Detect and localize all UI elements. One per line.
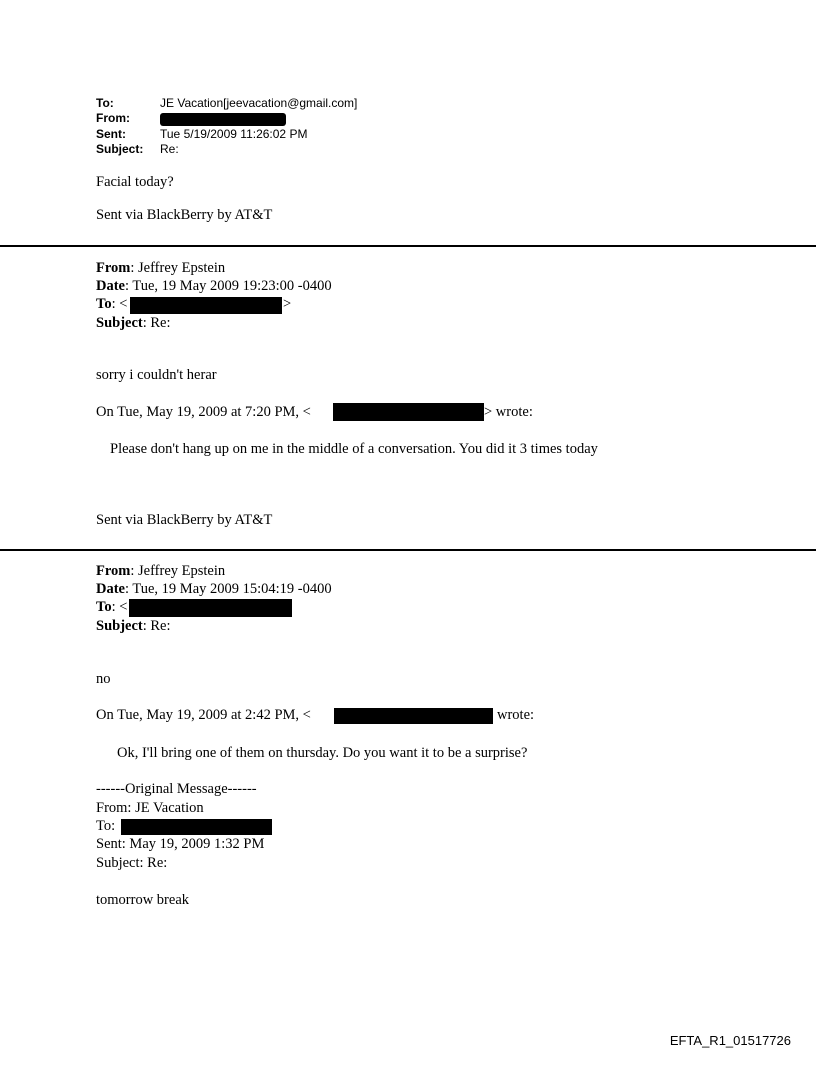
- redaction-box: [121, 819, 272, 835]
- from-line: [96, 563, 225, 580]
- date-label: Date: [96, 278, 125, 294]
- original-body: tomorrow break: [96, 892, 190, 908]
- to-label: To: [96, 296, 112, 312]
- quoted-text: Please don't hang up on me in the middle of a conversation. You did it 3 times today: [110, 441, 598, 457]
- subject-line: [96, 618, 171, 635]
- to-prefix: : <: [111, 599, 128, 615]
- subject-label: Subject: [96, 618, 143, 634]
- original-subject: Subject: Re:: [96, 855, 168, 871]
- date-line: [96, 278, 332, 295]
- bates-number: EFTA_R1_01517726: [669, 1033, 791, 1048]
- original-from: From: JE Vacation: [96, 800, 204, 816]
- date-label: Date: [96, 581, 125, 597]
- to-prefix: : <: [111, 296, 128, 312]
- from-label: From:: [96, 111, 130, 125]
- from-value: : Jeffrey Epstein: [130, 563, 226, 579]
- date-value: : Tue, 19 May 2009 19:23:00 -0400: [125, 278, 332, 294]
- sent-label: Sent:: [96, 127, 126, 141]
- quote-intro-suffix: > wrote:: [484, 404, 533, 420]
- quote-intro-suffix: wrote:: [497, 707, 535, 723]
- from-label: From: [96, 260, 131, 276]
- message-body: sorry i couldn't herar: [96, 367, 217, 383]
- subject-label: Subject: [96, 315, 143, 331]
- separator-rule: [0, 245, 816, 247]
- signature: Sent via BlackBerry by AT&T: [96, 207, 273, 223]
- quoted-text: Ok, I'll bring one of them on thursday. Do you want it to be a surprise?: [117, 745, 528, 761]
- from-value: : Jeffrey Epstein: [130, 260, 226, 276]
- quote-intro-prefix: On Tue, May 19, 2009 at 2:42 PM, <: [96, 707, 311, 723]
- to-label: To: [96, 599, 112, 615]
- from-label: From: [96, 563, 131, 579]
- date-value: : Tue, 19 May 2009 15:04:19 -0400: [125, 581, 332, 597]
- to-suffix: >: [283, 296, 292, 312]
- redaction-box: [129, 599, 292, 617]
- redaction-box: [130, 297, 282, 314]
- subject-label: Subject:: [96, 142, 144, 156]
- redaction-box: [333, 403, 484, 421]
- sent-value: Tue 5/19/2009 11:26:02 PM: [160, 127, 308, 141]
- signature: Sent via BlackBerry by AT&T: [96, 512, 273, 528]
- redaction-box: [334, 708, 493, 724]
- message-body: Facial today?: [96, 174, 174, 190]
- date-line: [96, 581, 332, 598]
- subject-line: [96, 315, 171, 332]
- subject-value: Re:: [160, 142, 179, 156]
- from-line: [96, 260, 225, 277]
- subject-value: : Re:: [142, 315, 171, 331]
- to-value: JE Vacation[jeevacation@gmail.com]: [160, 96, 358, 110]
- original-message-header: ------Original Message------: [96, 781, 257, 797]
- redaction-box: [160, 113, 286, 126]
- original-sent: Sent: May 19, 2009 1:32 PM: [96, 836, 265, 852]
- message-body: no: [96, 671, 111, 687]
- quote-intro-prefix: On Tue, May 19, 2009 at 7:20 PM, <: [96, 404, 311, 420]
- separator-rule: [0, 549, 816, 551]
- original-to: To:: [96, 818, 116, 834]
- to-line: [96, 599, 127, 616]
- to-label: To:: [96, 96, 114, 110]
- subject-value: : Re:: [142, 618, 171, 634]
- to-line: [96, 296, 127, 313]
